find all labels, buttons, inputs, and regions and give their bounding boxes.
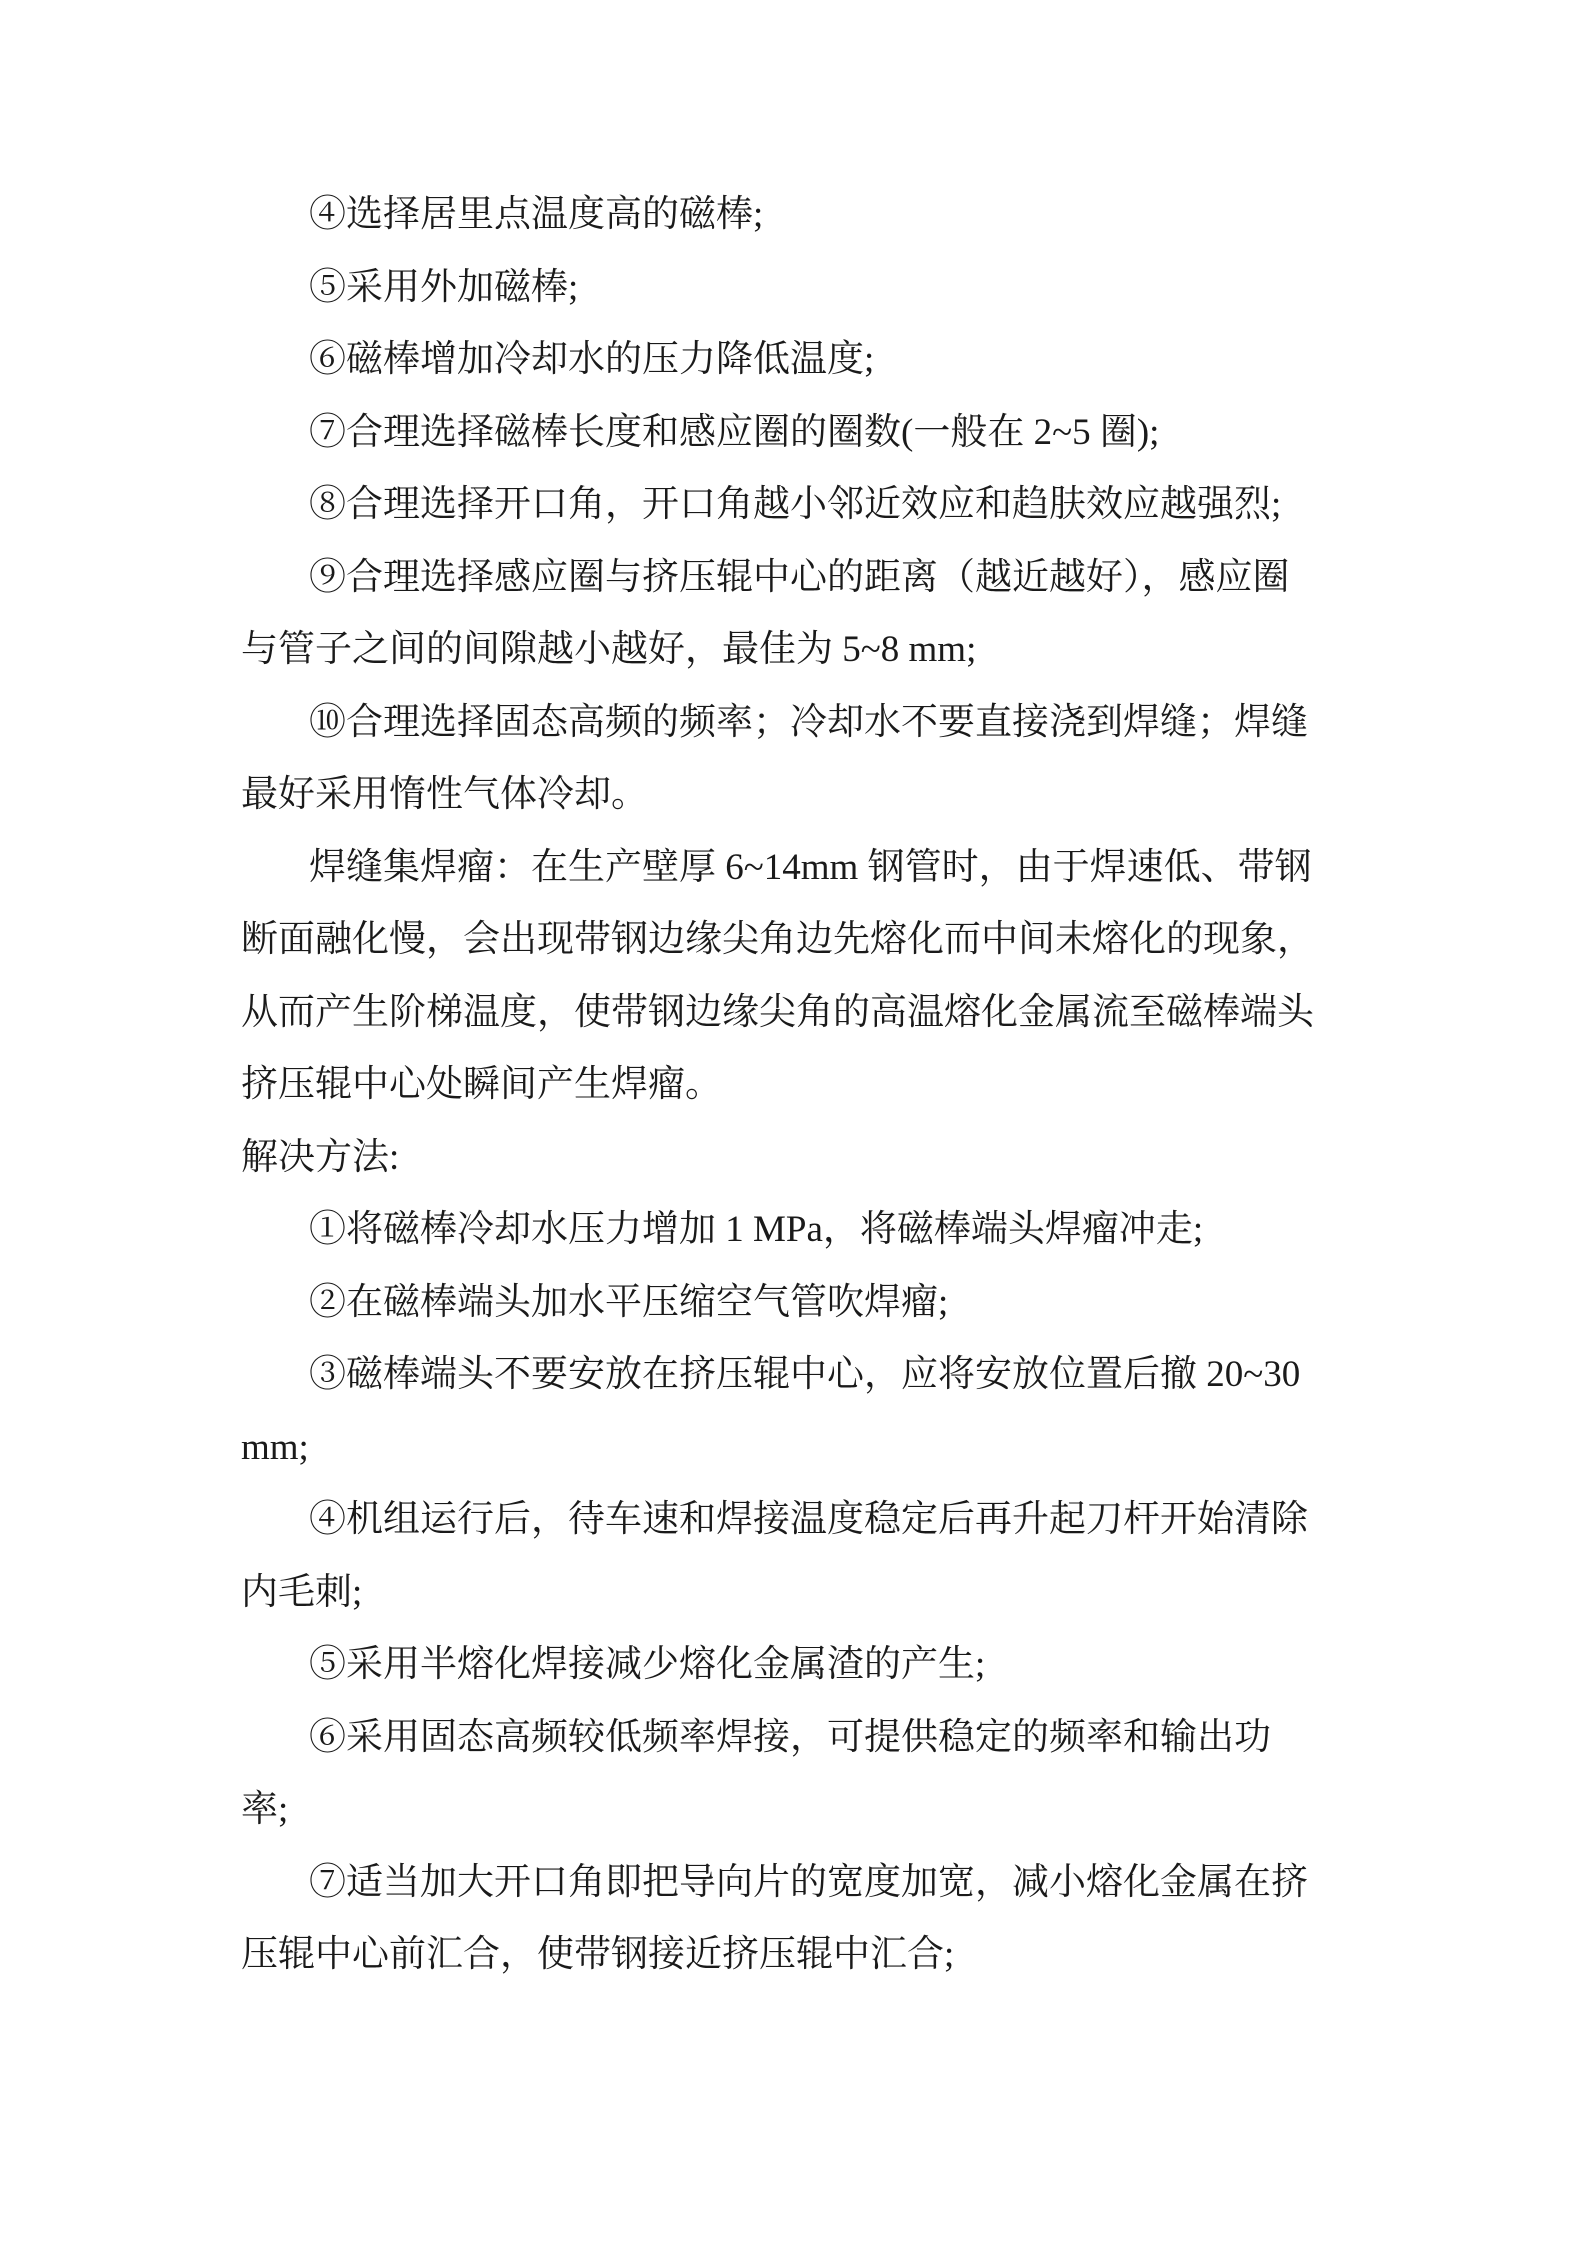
text-line: 挤压辊中心处瞬间产生焊瘤。 xyxy=(241,1064,722,1105)
text-line: ⑦适当加大开口角即把导向片的宽度加宽，减小熔化金属在挤 xyxy=(309,1861,1308,1903)
paragraph xyxy=(241,252,1371,325)
text-line: mm; xyxy=(241,1426,309,1468)
paragraph xyxy=(241,1339,1371,1484)
paragraph xyxy=(241,687,1371,832)
text-line: ④选择居里点温度高的磁棒; xyxy=(309,194,764,235)
text-line: 焊缝集焊瘤：在生产壁厚 6~14mm 钢管时，由于焊速低、带钢 xyxy=(309,846,1312,888)
paragraph xyxy=(241,1194,1371,1267)
text-line: 从而产生阶梯温度，使带钢边缘尖角的高温熔化金属流至磁棒端头 xyxy=(241,991,1314,1033)
text-line: ④机组运行后，待车速和焊接温度稳定后再升起刀杆开始清除 xyxy=(309,1499,1308,1540)
paragraph xyxy=(241,1702,1371,1847)
paragraph xyxy=(241,1484,1371,1629)
text-line: 率; xyxy=(241,1789,289,1830)
paragraph xyxy=(241,1629,1371,1702)
text-line: ①将磁棒冷却水压力增加 1 MPa，将磁棒端头焊瘤冲走; xyxy=(309,1209,1204,1250)
text-line: 与管子之间的间隙越小越好，最佳为 5~8 mm; xyxy=(241,629,977,670)
paragraph xyxy=(241,324,1371,397)
paragraph xyxy=(241,1122,1371,1195)
paragraph xyxy=(241,179,1371,252)
paragraph xyxy=(241,1847,1371,1992)
text-line: 断面融化慢，会出现带钢边缘尖角边先熔化而中间未熔化的现象， xyxy=(241,919,1314,960)
text-line: ⑦合理选择磁棒长度和感应圈的圈数(一般在 2~5 圈); xyxy=(309,411,1160,453)
text-line: ⑨合理选择感应圈与挤压辊中心的距离（越近越好），感应圈 xyxy=(309,556,1290,598)
paragraph xyxy=(241,1267,1371,1340)
text-line: 解决方法: xyxy=(241,1136,400,1178)
paragraph xyxy=(241,469,1371,542)
text-line: ⑤采用半熔化焊接减少熔化金属渣的产生; xyxy=(309,1644,986,1685)
text-line: 内毛刺; xyxy=(241,1571,363,1613)
text-line: ⑤采用外加磁棒; xyxy=(309,266,579,308)
text-line: ⑧合理选择开口角，开口角越小邻近效应和趋肤效应越强烈; xyxy=(309,484,1282,525)
paragraph xyxy=(241,542,1371,687)
document-body xyxy=(241,179,1371,1992)
text-line: ⑥采用固态高频较低频率焊接，可提供稳定的频率和输出功 xyxy=(309,1716,1271,1758)
paragraph xyxy=(241,397,1371,470)
text-line: 压辊中心前汇合，使带钢接近挤压辊中汇合; xyxy=(241,1934,955,1975)
text-line: 最好采用惰性气体冷却。 xyxy=(241,774,648,815)
text-line: ②在磁棒端头加水平压缩空气管吹焊瘤; xyxy=(309,1281,949,1323)
text-line: ⑩合理选择固态高频的频率；冷却水不要直接浇到焊缝；焊缝 xyxy=(309,701,1308,743)
text-line: ⑥磁棒增加冷却水的压力降低温度; xyxy=(309,339,875,380)
text-line: ③磁棒端头不要安放在挤压辊中心，应将安放位置后撤 20~30 xyxy=(309,1354,1301,1395)
paragraph xyxy=(241,832,1371,1122)
